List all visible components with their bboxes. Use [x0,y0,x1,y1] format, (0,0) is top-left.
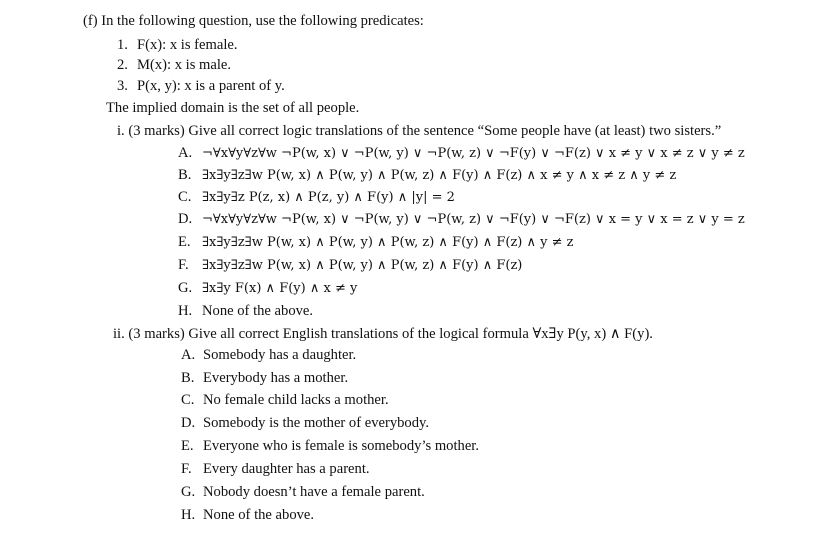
part-i-option-c [178,188,455,207]
option-text: Every daughter has a parent. [203,461,370,477]
option-letter: C. [181,392,195,408]
option-formula: ¬∀x∀y∀z∀w ¬P(w, x) ∨ ¬P(w, y) ∨ ¬P(w, z) ∨ ¬F(y) ∨ ¬F(z) ∨ x = y ∨ x = z ∨ y = z [202,212,745,227]
predicate-3 [117,77,285,95]
option-formula: ∃x∃y∃z∃w P(w, x) ∧ P(w, y) ∧ P(w, z) ∧ F(y) ∧ F(z) ∧ x ≠ y ∧ x ≠ z ∧ y ≠ z [202,168,677,183]
predicate-2 [117,56,231,74]
part-ii-prompt: ii. (3 marks) Give all correct English translations of the logical formula ∀x∃y P(y, x) ∧ F(y). [113,326,653,342]
option-formula: ∃x∃y∃z∃w P(w, x) ∧ P(w, y) ∧ P(w, z) ∧ F(y) ∧ F(z) [202,258,523,273]
option-letter: F. [178,257,189,273]
option-letter: A. [178,145,193,161]
part-i-option-a [178,144,745,163]
option-letter: E. [178,234,191,250]
option-text: Nobody doesn’t have a female parent. [203,484,425,500]
option-letter: A. [181,347,196,363]
part-i-option-b [178,166,676,185]
option-letter: E. [181,438,194,454]
option-letter: B. [181,370,195,386]
option-letter: H. [178,303,193,319]
option-formula: ∃x∃y∃z P(z, x) ∧ P(z, y) ∧ F(y) ∧ |y| = 2 [202,190,455,205]
predicate-text: P(x, y): x is a parent of y. [137,78,285,94]
option-letter: F. [181,461,192,477]
part-ii-option-a [181,346,356,364]
question-intro: (f) In the following question, use the following predicates: [83,13,424,29]
part-ii-option-e [181,437,479,455]
option-text: Somebody is the mother of everybody. [203,415,430,431]
part-ii-option-d [181,414,429,432]
option-letter: C. [178,189,192,205]
part-i-option-g [178,279,357,298]
predicate-number: 1. [117,37,128,53]
option-letter: G. [178,280,193,296]
part-ii-option-f [181,460,370,478]
predicate-number: 3. [117,78,128,94]
option-letter: H. [181,507,196,523]
part-i-option-f [178,256,522,275]
part-i-option-h [178,302,313,320]
part-i-prompt: i. (3 marks) Give all correct logic translations of the sentence “Some people have (at least) two sisters.” [117,123,722,139]
domain-note: The implied domain is the set of all people. [106,100,360,116]
option-letter: B. [178,167,192,183]
option-formula: ∃x∃y∃z∃w P(w, x) ∧ P(w, y) ∧ P(w, z) ∧ F(y) ∧ F(z) ∧ y ≠ z [202,235,574,250]
option-formula: ∃x∃y F(x) ∧ F(y) ∧ x ≠ y [202,281,358,296]
option-formula: ¬∀x∀y∀z∀w ¬P(w, x) ∨ ¬P(w, y) ∨ ¬P(w, z) ∨ ¬F(y) ∨ ¬F(z) ∨ x ≠ y ∨ x ≠ z ∨ y ≠ z [202,146,745,161]
option-letter: D. [181,415,196,431]
option-text: None of the above. [203,507,315,523]
option-text: None of the above. [202,303,314,319]
part-i-option-e [178,233,574,252]
part-ii-option-g [181,483,425,501]
part-ii-option-c [181,391,389,409]
predicate-text: M(x): x is male. [137,57,232,73]
option-text: Everybody has a mother. [203,370,349,386]
part-i-option-d [178,210,745,229]
option-text: Everyone who is female is somebody’s mother. [203,438,480,454]
option-text: Somebody has a daughter. [203,347,357,363]
option-letter: D. [178,211,193,227]
part-ii-option-h [181,506,314,524]
option-letter: G. [181,484,196,500]
predicate-number: 2. [117,57,128,73]
part-ii-option-b [181,369,348,387]
option-text: No female child lacks a mother. [203,392,389,408]
predicate-text: F(x): x is female. [137,37,238,53]
predicate-1 [117,36,238,54]
